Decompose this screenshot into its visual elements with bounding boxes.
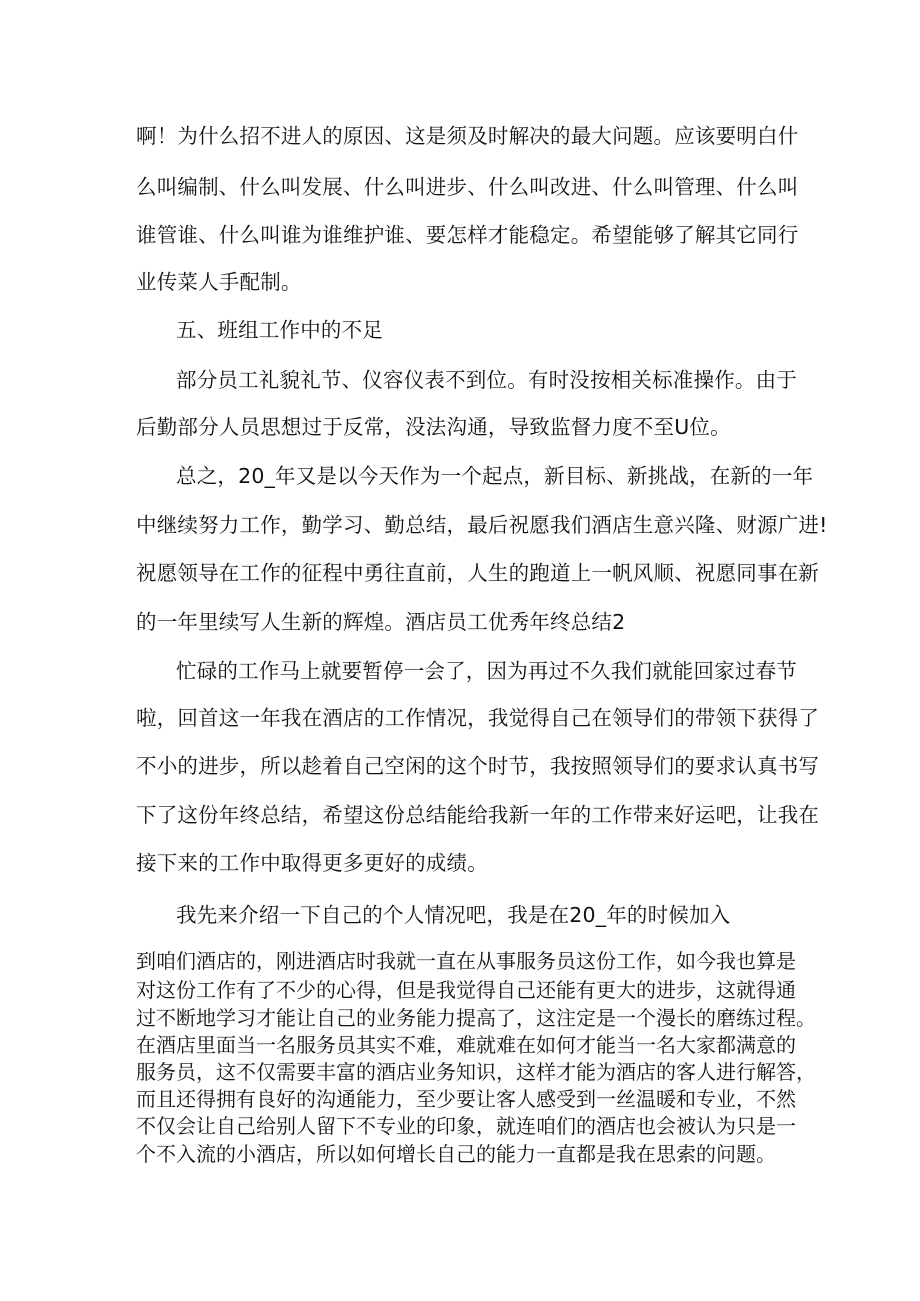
paragraph-line: 下了这份年终总结，希望这份总结能给我新一年的工作带来好运吧，让我在 [136,803,820,827]
paragraph-line: 中继续努力工作，勤学习、勤总结，最后祝愿我们酒店生意兴隆、财源广进! [136,513,828,537]
paragraph-line: 在酒店里面当一名服务员其实不难，难就难在如何才能当一名大家都满意的 [136,1033,796,1057]
paragraph-line: 我先来介绍一下自己的个人情况吧，我是在20_年的时候加入 [176,903,731,927]
paragraph-line: 谁管谁、什么叫谁为谁维护谁、要怎样才能稳定。希望能够了解其它同行 [136,223,799,247]
paragraph-line: 个不入流的小酒店，所以如何增长自己的能力一直都是我在思索的问题。 [136,1142,776,1166]
paragraph-line: 业传菜人手配制。 [136,270,302,294]
paragraph-line: 祝愿领导在工作的征程中勇往直前，人生的跑道上一帆风顺、祝愿同事在新 [136,561,820,585]
paragraph-line: 么叫编制、什么叫发展、什么叫进步、什么叫改进、什么叫管理、什么叫 [136,175,799,199]
paragraph-line: 部分员工礼貌礼节、仪容仪表不到位。有时没按相关标准操作。由于 [176,368,797,392]
section-heading: 五、班组工作中的不足 [176,318,383,342]
paragraph-line: 接下来的工作中取得更多更好的成绩。 [136,851,488,875]
paragraph-line: 的一年里续写人生新的辉煌。酒店员工优秀年终总结2 [136,610,626,634]
paragraph-line: 过不断地学习才能让自己的业务能力提高了，这注定是一个漫长的磨练过程。 [136,1006,816,1030]
paragraph-line: 不小的进步，所以趁着自己空闲的这个时节，我按照领导们的要求认真书写 [136,754,820,778]
paragraph-line: 到咱们酒店的，刚进酒店时我就一直在从事服务员这份工作，如今我也算是 [136,949,796,973]
paragraph-line: 服务员，这不仅需要丰富的酒店业务知识，这样才能为酒店的客人进行解答， [136,1060,816,1084]
paragraph-line: 忙碌的工作马上就要暂停一会了，因为再过不久我们就能回家过春节 [176,659,797,683]
paragraph-line: 啊！为什么招不进人的原因、这是须及时解决的最大问题。应该要明白什 [136,124,799,148]
paragraph-line: 不仅会让自己给别人留下不专业的印象，就连咱们的酒店也会被认为只是一 [136,1114,796,1138]
paragraph-line: 而且还得拥有良好的沟通能力，至少要让客人感受到一丝温暖和专业，不然 [136,1087,796,1111]
paragraph-line: 总之，20_年又是以今天作为一个起点，新目标、新挑战，在新的一年 [176,464,814,488]
paragraph-line: 对这份工作有了不少的心得，但是我觉得自己还能有更大的进步，这就得通 [136,978,796,1002]
paragraph-line: 后勤部分人员思想过于反常，没法沟通，导致监督力度不至U位。 [136,415,731,439]
paragraph-line: 啦，回首这一年我在酒店的工作情况，我觉得自己在领导们的带领下获得了 [136,706,820,730]
